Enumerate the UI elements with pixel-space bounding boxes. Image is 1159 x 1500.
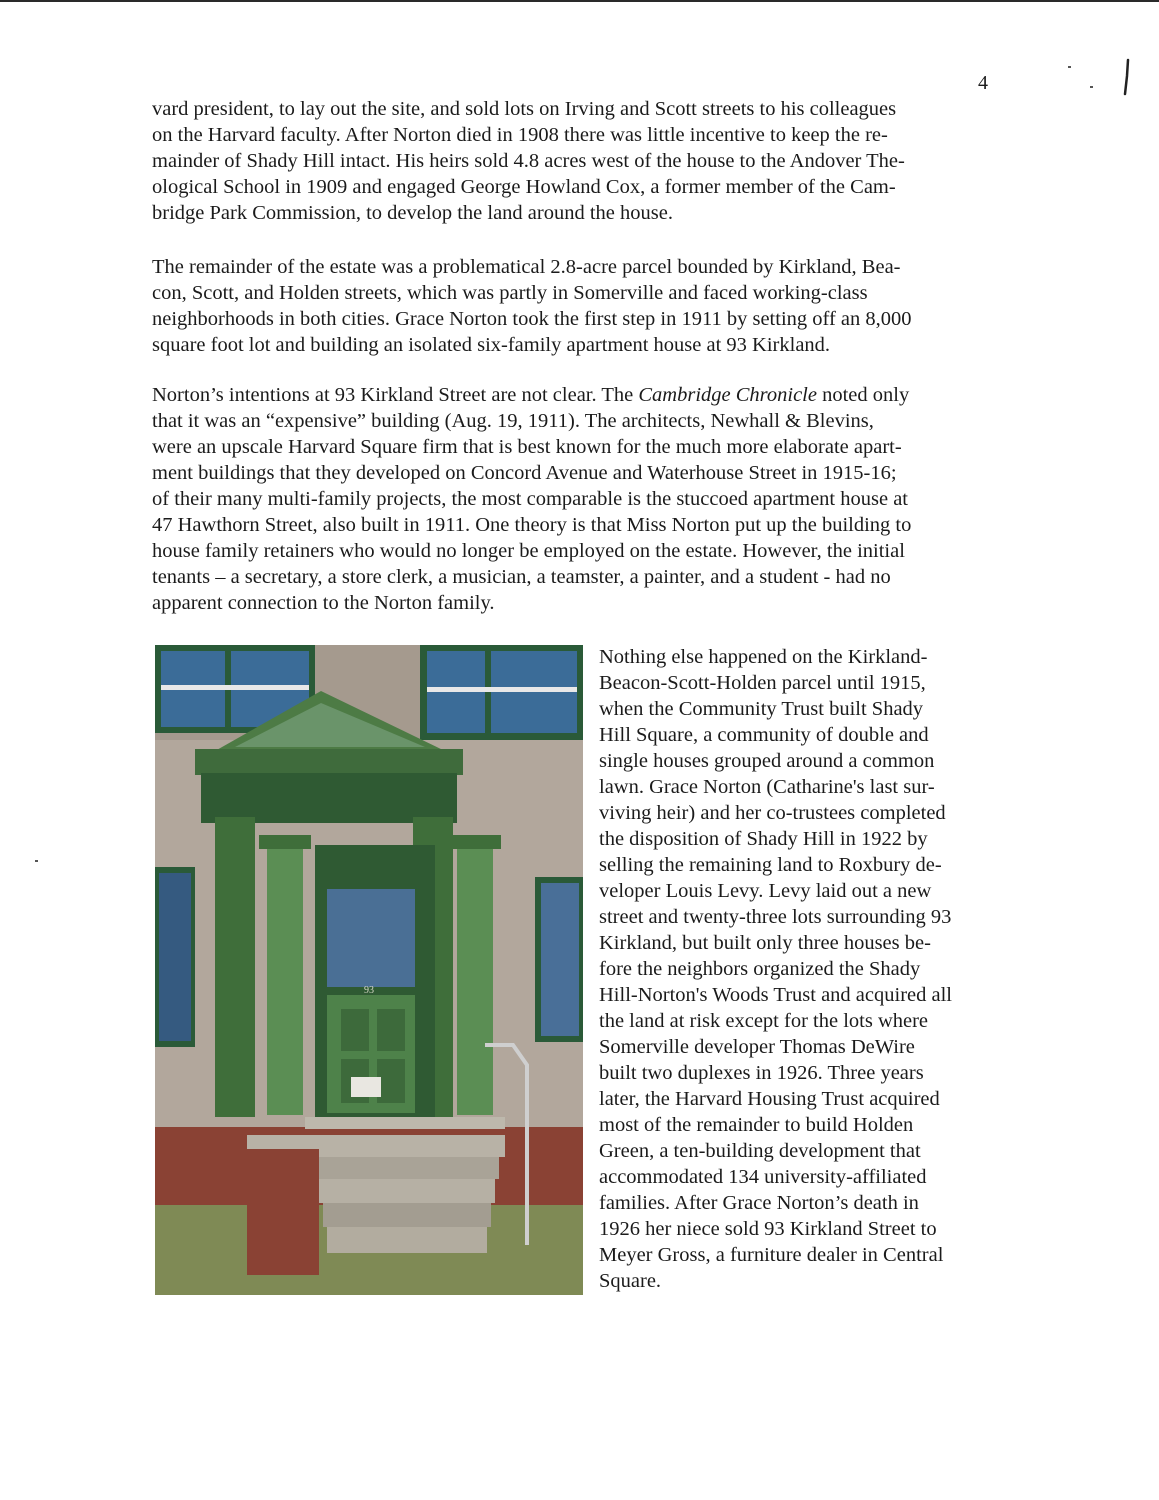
scan-speck	[1090, 86, 1093, 88]
paragraph-text: noted only that it was an “expensive” building (Aug. 19, 1911). The architects, Newhall & Blevins, were an upscale Harvard Square firm that is best known for the much more elaborate apart- ment buildings that they developed on Concord Avenue and Waterhouse Street in 1915-16; of their many multi-family projects, the most comparable is the stuccoed apartment house at 47 Hawthorn Street, also built in 1911. One theory is that Miss Norton put up the building to house family retainers who would no longer be employed on the estate. However, the initial tenants – a secretary, a store clerk, a musician, a teamster, a painter, and a student - had no apparent connection to the Norton family.	[152, 384, 912, 614]
paragraph-estate-remainder: The remainder of the estate was a problematical 2.8-acre parcel bounded by Kirkland, Bea- con, Scott, and Holden streets, which was partly in Somerville and faced working-class neighborhoods in both cities. Grace Norton took the first step in 1911 by setting off an 8,000 square foot lot and building an isolated six-family apartment house at 93 Kirkland.	[152, 256, 912, 356]
scan-speck	[1068, 66, 1071, 68]
publication-title: Cambridge Chronicle	[638, 384, 817, 406]
doorway-illustration	[155, 645, 583, 1295]
doorway-photo	[155, 645, 583, 1295]
page-number: 4	[978, 72, 988, 94]
scan-speck	[35, 860, 38, 862]
paragraph-text: Norton’s intentions at 93 Kirkland Street are not clear. The	[152, 384, 639, 406]
paragraph-norton-intentions	[152, 382, 997, 616]
door-number: 93	[364, 985, 374, 996]
page-top-border	[0, 0, 1159, 2]
paragraph-shady-hill-lots: vard president, to lay out the site, and sold lots on Irving and Scott streets to his colleagues on the Harvard faculty. After Norton died in 1908 there was little incentive to keep the re- mainder of Shady Hill intact. His heirs sold 4.8 acres west of the house to the Andover The- ological School in 1909 and engaged George Howland Cox, a former member of the Cam- bridge Park Commission, to develop the land around the house.	[152, 98, 905, 224]
paragraph-holden-green: Nothing else happened on the Kirkland- Beacon-Scott-Holden parcel until 1915, when the Community Trust built Shady Hill Square, a community of double and single houses grouped around a common lawn. Grace Norton (Catharine's last sur- viving heir) and her co-trustees completed the disposition of Shady Hill in 1922 by selling the remaining land to Roxbury de- veloper Louis Levy. Levy laid out a new street and twenty-three lots surrounding 93 Kirkland, but built only three houses be- fore the neighbors organized the Shady Hill-Norton's Woods Trust and acquired all the land at risk except for the lots where Somerville developer Thomas DeWire built two duplexes in 1926. Three years later, the Harvard Housing Trust acquired most of the remainder to build Holden Green, a ten-building development that accommodated 134 university-affiliated families. After Grace Norton’s death in 1926 her niece sold 93 Kirkland Street to Meyer Gross, a furniture dealer in Central Square.	[599, 646, 952, 1292]
handwritten-tick-mark	[1122, 58, 1131, 98]
